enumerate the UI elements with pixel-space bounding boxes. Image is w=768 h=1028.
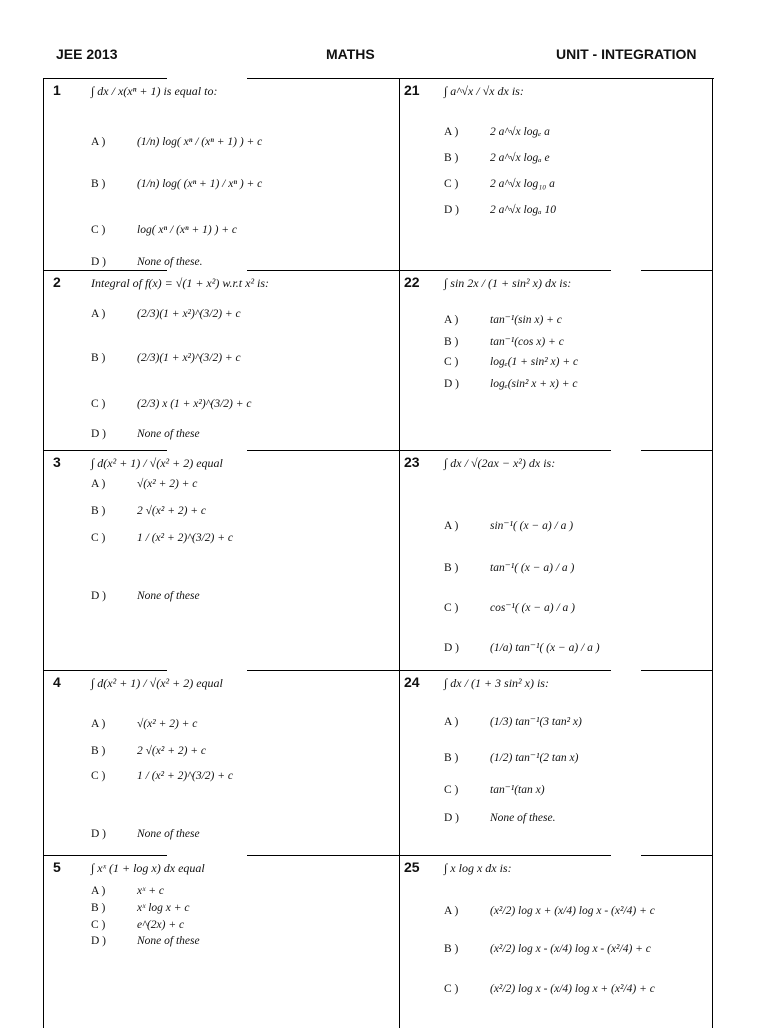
answer-option <box>444 378 577 390</box>
answer-option <box>91 745 206 757</box>
answer-option <box>444 356 578 368</box>
option-expression: (1/a) tan⁻¹( (x − a) / a ) <box>490 642 600 654</box>
option-label: A ) <box>91 885 106 897</box>
answer-option <box>91 224 237 236</box>
question-stem: ∫ a^√x / √x dx is: <box>444 84 524 98</box>
question-number: 5 <box>53 859 61 875</box>
option-label: B ) <box>444 562 459 574</box>
option-expression: (1/n) log( (xⁿ + 1) / xⁿ ) + c <box>137 178 263 190</box>
option-expression: None of these <box>137 428 200 440</box>
question-cell <box>400 670 712 855</box>
option-label: B ) <box>444 336 459 348</box>
option-expression: √(x² + 2) + c <box>137 478 198 490</box>
option-expression: √(x² + 2) + c <box>137 718 198 730</box>
option-expression: None of these <box>137 828 200 840</box>
option-label: A ) <box>444 314 459 326</box>
option-expression: 2 √(x² + 2) + c <box>137 745 207 757</box>
question-number: 3 <box>53 454 61 470</box>
option-label: B ) <box>91 745 106 757</box>
option-label: D ) <box>444 812 460 824</box>
question-cell <box>400 78 712 270</box>
answer-option <box>444 812 555 824</box>
option-expression: 1 / (x² + 2)^(3/2) + c <box>137 532 233 544</box>
question-cell <box>43 78 399 270</box>
option-expression: (2/3) x (1 + x²)^(3/2) + c <box>137 398 252 410</box>
option-label: D ) <box>91 590 107 602</box>
option-label: B ) <box>444 943 459 955</box>
option-label: C ) <box>444 602 459 614</box>
option-label: A ) <box>444 716 459 728</box>
option-expression: (1/3) tan⁻¹(3 tan² x) <box>490 716 582 728</box>
question-cell <box>400 855 712 1024</box>
answer-option <box>444 560 574 574</box>
question-stem: Integral of f(x) = √(1 + x²) w.r.t x² is: <box>91 276 270 290</box>
option-label: C ) <box>91 532 106 544</box>
option-label: C ) <box>444 784 459 796</box>
answer-option <box>91 532 233 544</box>
option-label: B ) <box>444 752 459 764</box>
option-expression: None of these. <box>137 256 203 268</box>
answer-option <box>91 919 184 931</box>
question-cell <box>43 450 399 670</box>
option-label: A ) <box>444 126 459 138</box>
option-label: B ) <box>91 902 106 914</box>
answer-option <box>444 312 562 326</box>
option-expression: None of these <box>137 935 200 947</box>
option-label: C ) <box>91 919 106 931</box>
option-expression: (1/n) log( xⁿ / (xⁿ + 1) ) + c <box>137 136 263 148</box>
option-expression: log( xⁿ / (xⁿ + 1) ) + c <box>137 224 238 236</box>
option-label: C ) <box>91 224 106 236</box>
answer-option <box>91 178 262 190</box>
answer-option <box>91 352 241 364</box>
question-number: 25 <box>404 859 420 875</box>
question-stem: ∫ x log x dx is: <box>444 861 512 875</box>
option-expression: None of these <box>137 590 200 602</box>
option-expression: xˣ log x + c <box>137 902 190 914</box>
option-label: D ) <box>91 428 107 440</box>
grid-right-border <box>712 78 713 1028</box>
question-cell <box>400 270 712 450</box>
answer-option <box>91 478 197 490</box>
question-number: 23 <box>404 454 420 470</box>
answer-option <box>91 828 200 840</box>
question-stem: ∫ dx / (1 + 3 sin² x) is: <box>444 676 549 690</box>
option-label: B ) <box>91 505 106 517</box>
option-expression: (x²/2) log x - (x/4) log x - (x²/4) + c <box>490 943 651 955</box>
option-expression: tan⁻¹(tan x) <box>490 784 545 796</box>
question-cell <box>400 450 712 670</box>
option-expression: None of these. <box>490 812 556 824</box>
option-expression: tan⁻¹(cos x) + c <box>490 336 564 348</box>
answer-option <box>444 714 582 728</box>
answer-option <box>91 770 233 782</box>
option-label: D ) <box>91 828 107 840</box>
option-label: A ) <box>91 136 106 148</box>
question-cell <box>43 270 399 450</box>
question-number: 4 <box>53 674 61 690</box>
option-label: C ) <box>91 398 106 410</box>
answer-option <box>444 600 575 614</box>
question-cell <box>43 670 399 855</box>
answer-option <box>444 640 600 654</box>
answer-option <box>444 518 573 532</box>
answer-option <box>91 902 190 914</box>
option-expression: tan⁻¹(sin x) + c <box>490 314 562 326</box>
question-stem: ∫ sin 2x / (1 + sin² x) dx is: <box>444 276 572 290</box>
answer-option <box>444 905 655 917</box>
answer-option <box>91 256 202 268</box>
answer-option <box>91 590 200 602</box>
option-label: D ) <box>444 204 460 216</box>
option-label: A ) <box>444 905 459 917</box>
answer-option <box>444 126 550 138</box>
question-number: 1 <box>53 82 61 98</box>
question-cell <box>43 855 399 1024</box>
question-stem: ∫ d(x² + 1) / √(x² + 2) equal <box>91 456 223 470</box>
option-label: A ) <box>91 308 106 320</box>
option-expression: sin⁻¹( (x − a) / a ) <box>490 520 574 532</box>
answer-option <box>91 398 252 410</box>
answer-option <box>91 428 200 440</box>
question-grid <box>43 78 713 1028</box>
option-label: C ) <box>444 983 459 995</box>
option-label: C ) <box>444 356 459 368</box>
option-expression: 2 a^√x logₐ 10 <box>490 204 556 216</box>
answer-option <box>91 718 197 730</box>
option-expression: 2 √(x² + 2) + c <box>137 505 207 517</box>
option-expression: (2/3)(1 + x²)^(3/2) + c <box>137 308 241 320</box>
question-number: 24 <box>404 674 420 690</box>
answer-option <box>444 943 651 955</box>
option-expression: 2 a^√x log₁₀ a <box>490 178 555 190</box>
option-label: C ) <box>91 770 106 782</box>
option-label: D ) <box>91 935 107 947</box>
option-expression: (2/3)(1 + x²)^(3/2) + c <box>137 352 241 364</box>
header-unit: UNIT - INTEGRATION <box>556 46 697 62</box>
question-stem: ∫ dx / √(2ax − x²) dx is: <box>444 456 556 470</box>
answer-option <box>91 505 206 517</box>
question-stem: ∫ xˣ (1 + log x) dx equal <box>91 861 205 875</box>
answer-option <box>91 935 200 947</box>
header-subject: MATHS <box>326 46 375 62</box>
option-label: B ) <box>444 152 459 164</box>
option-expression: tan⁻¹( (x − a) / a ) <box>490 562 575 574</box>
answer-option <box>91 308 241 320</box>
question-number: 22 <box>404 274 420 290</box>
option-expression: 2 a^√x logₑ a <box>490 126 550 138</box>
answer-option <box>91 885 164 897</box>
option-label: C ) <box>444 178 459 190</box>
question-number: 2 <box>53 274 61 290</box>
answer-option <box>444 152 550 164</box>
answer-option <box>444 204 556 216</box>
option-expression: logₑ(1 + sin² x) + c <box>490 356 579 368</box>
answer-option <box>444 750 578 764</box>
header-exam: JEE 2013 <box>56 46 118 62</box>
option-label: A ) <box>91 718 106 730</box>
option-label: B ) <box>91 178 106 190</box>
option-expression: (1/2) tan⁻¹(2 tan x) <box>490 752 579 764</box>
option-expression: cos⁻¹( (x − a) / a ) <box>490 602 575 614</box>
question-number: 21 <box>404 82 420 98</box>
option-label: D ) <box>444 642 460 654</box>
question-stem: ∫ dx / x(xⁿ + 1) is equal to: <box>91 84 218 98</box>
answer-option <box>444 178 555 190</box>
option-label: B ) <box>91 352 106 364</box>
option-label: A ) <box>444 520 459 532</box>
option-expression: logₑ(sin² x + x) + c <box>490 378 578 390</box>
answer-option <box>444 983 655 995</box>
option-expression: e^(2x) + c <box>137 919 185 931</box>
option-label: D ) <box>444 378 460 390</box>
answer-option <box>91 136 262 148</box>
option-label: A ) <box>91 478 106 490</box>
question-stem: ∫ d(x² + 1) / √(x² + 2) equal <box>91 676 223 690</box>
option-expression: (x²/2) log x - (x/4) log x + (x²/4) + c <box>490 983 655 995</box>
option-expression: xˣ + c <box>137 885 164 897</box>
answer-option <box>444 782 545 796</box>
option-expression: (x²/2) log x + (x/4) log x - (x²/4) + c <box>490 905 655 917</box>
option-expression: 2 a^√x logₐ e <box>490 152 550 164</box>
option-expression: 1 / (x² + 2)^(3/2) + c <box>137 770 233 782</box>
option-label: D ) <box>91 256 107 268</box>
answer-option <box>444 334 564 348</box>
